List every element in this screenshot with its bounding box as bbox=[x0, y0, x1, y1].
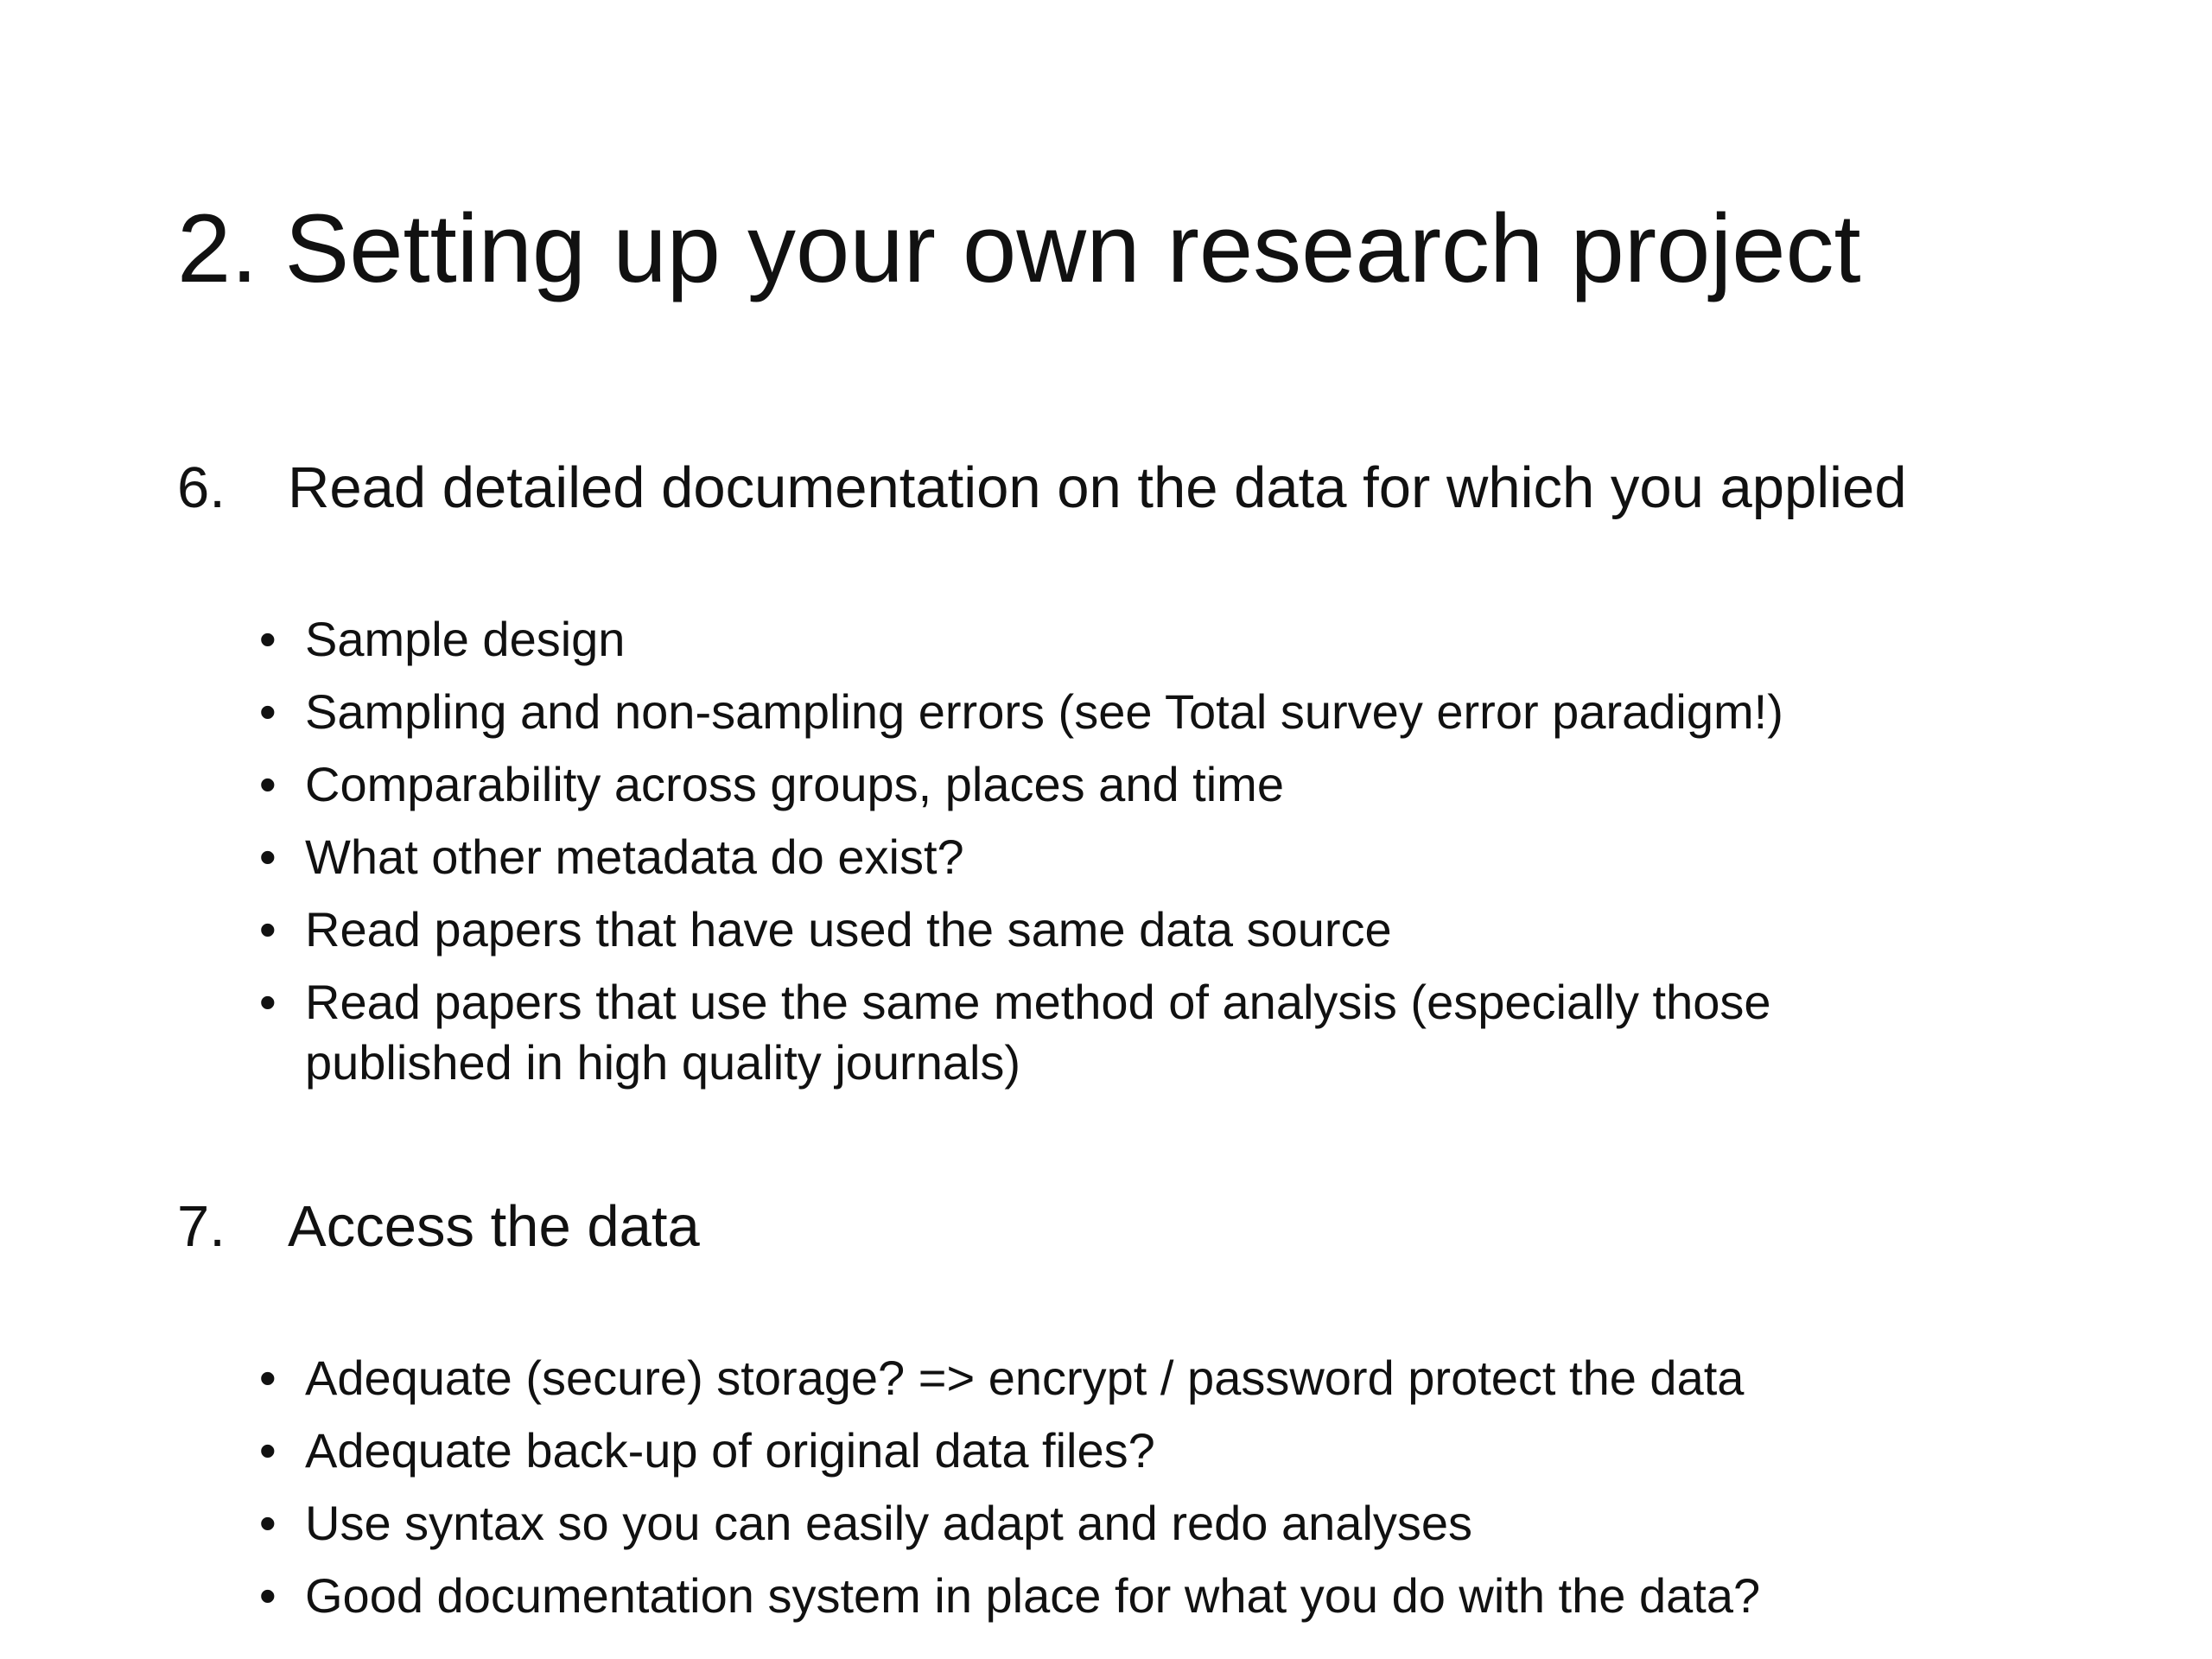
bullet-icon: • bbox=[259, 757, 276, 811]
slide-title: 2. Setting up your own research project bbox=[177, 194, 1861, 302]
list-item-text: Read papers that have used the same data source bbox=[305, 902, 1392, 957]
list-item-text: Comparability across groups, places and time bbox=[305, 757, 1284, 811]
list-item bbox=[259, 1421, 2031, 1481]
list-item bbox=[259, 1348, 2031, 1408]
list-item-text: Read papers that use the same method of analysis (especially those published in high quality journals) bbox=[305, 975, 1771, 1090]
bullet-icon: • bbox=[259, 902, 276, 957]
list-item bbox=[259, 609, 2031, 670]
list-item-text: Adequate back-up of original data files? bbox=[305, 1423, 1155, 1478]
bullet-icon: • bbox=[259, 612, 276, 666]
list-item-text: What other metadata do exist? bbox=[305, 830, 964, 884]
section-heading-text: Read detailed documentation on the data for which you applied bbox=[288, 455, 1907, 520]
bullet-list bbox=[259, 609, 2031, 1105]
list-item-text: Good documentation system in place for what you do with the data? bbox=[305, 1568, 1761, 1623]
section-6 bbox=[177, 449, 2078, 1090]
bullet-icon: • bbox=[259, 1496, 276, 1550]
section-number: 6. bbox=[177, 455, 226, 520]
list-item-text: Sampling and non-sampling errors (see Total survey error paradigm!) bbox=[305, 684, 1783, 739]
bullet-icon: • bbox=[259, 684, 276, 739]
bullet-icon: • bbox=[259, 1351, 276, 1405]
list-item bbox=[259, 1566, 2031, 1626]
list-item bbox=[259, 827, 2031, 887]
section-heading bbox=[177, 1188, 2078, 1266]
bullet-icon: • bbox=[259, 1568, 276, 1623]
list-item bbox=[259, 1493, 2031, 1554]
bullet-icon: • bbox=[259, 1423, 276, 1478]
section-7 bbox=[177, 1188, 2078, 1623]
bullet-icon: • bbox=[259, 830, 276, 884]
bullet-list bbox=[259, 1348, 2031, 1638]
list-item bbox=[259, 754, 2031, 815]
list-item bbox=[259, 972, 2031, 1093]
list-item-text: Use syntax so you can easily adapt and redo analyses bbox=[305, 1496, 1473, 1550]
list-item bbox=[259, 682, 2031, 742]
section-number: 7. bbox=[177, 1194, 226, 1259]
bullet-icon: • bbox=[259, 975, 276, 1029]
section-heading-text: Access the data bbox=[288, 1194, 700, 1259]
list-item bbox=[259, 899, 2031, 960]
list-item-text: Sample design bbox=[305, 612, 626, 666]
section-heading bbox=[177, 449, 2078, 527]
list-item-text: Adequate (secure) storage? => encrypt / password protect the data bbox=[305, 1351, 1745, 1405]
